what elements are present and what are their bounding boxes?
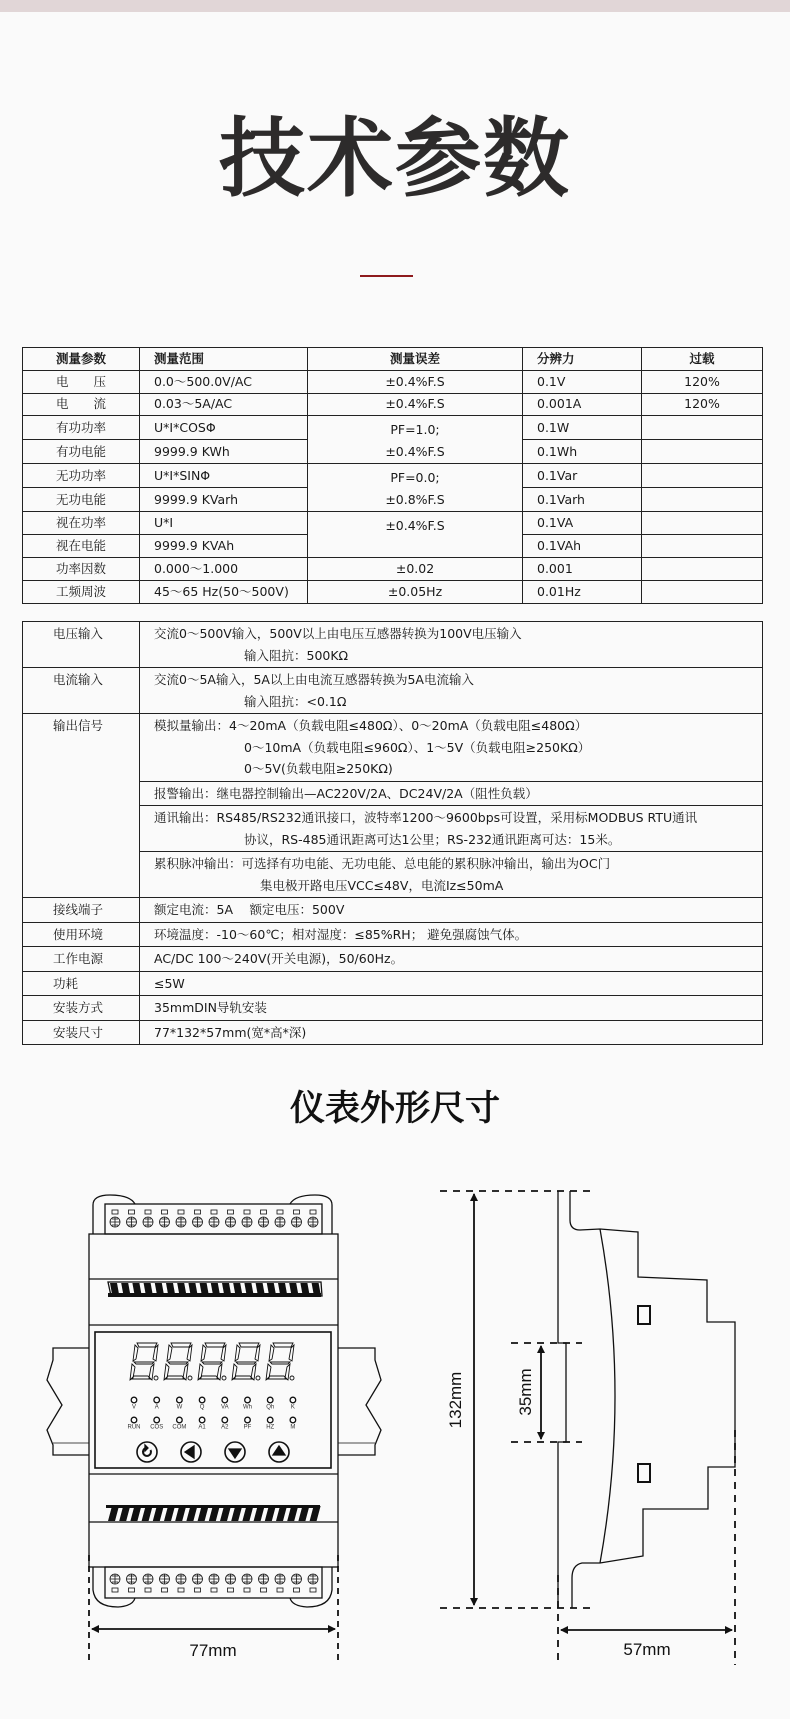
range-cell: 0.0～500.0V/AC xyxy=(140,370,308,393)
decimal-point xyxy=(154,1376,158,1380)
vent-slot xyxy=(130,1506,141,1521)
indicator-led xyxy=(199,1397,205,1403)
dimensions-title: 仪表外形尺寸 xyxy=(289,1089,500,1129)
indicator-led xyxy=(131,1397,137,1403)
error-line: ±0.4%F.S xyxy=(385,444,445,460)
indicator-led xyxy=(222,1417,228,1423)
led-label: A xyxy=(154,1404,159,1411)
io-label: 工作电源 xyxy=(23,947,140,972)
resolution-cell: 0.001 xyxy=(523,557,642,580)
param-cell: 电 压 xyxy=(23,370,140,393)
terminal-tab xyxy=(211,1588,217,1592)
vent-slot xyxy=(276,1506,287,1521)
io-line: 输入阻抗：500KΩ xyxy=(244,647,349,663)
range-cell: 9999.9 KVAh xyxy=(140,535,308,558)
indicator-led xyxy=(154,1417,160,1423)
io-line: 输入阻抗：<0.1Ω xyxy=(244,693,347,709)
terminal-tab xyxy=(162,1588,168,1592)
io-label: 安装尺寸 xyxy=(23,1020,140,1045)
param-cell: 视在功率 xyxy=(23,512,140,535)
range-cell: U*I*SINΦ xyxy=(140,464,308,488)
indicator-led xyxy=(267,1417,273,1423)
terminal-tab xyxy=(294,1210,300,1214)
terminal-tab xyxy=(178,1588,184,1592)
terminal-tab xyxy=(310,1588,316,1592)
range-cell: 0.000～1.000 xyxy=(140,557,308,580)
height-label: 132mm xyxy=(446,1371,465,1429)
column-header: 测量参数 xyxy=(23,348,140,371)
param-cell: 工频周波 xyxy=(23,580,140,603)
terminal-tab xyxy=(228,1588,234,1592)
io-line: 累积脉冲输出：可选择有功电能、无功电能、总电能的累积脉冲输出，输出为OC门 xyxy=(154,856,611,871)
io-line: 77*132*57mm(宽*高*深) xyxy=(154,1024,307,1040)
vent-slot xyxy=(110,1283,119,1294)
error-cell: ±0.02 xyxy=(308,557,523,580)
io-line: 报警输出：继电器控制输出—AC220V/2A、DC24V/2A（阻性负载） xyxy=(154,785,538,801)
range-cell: 0.03～5A/AC xyxy=(140,393,308,416)
digit-segment xyxy=(266,1343,294,1380)
range-cell: U*I*COSΦ xyxy=(140,416,308,440)
digit-segment xyxy=(164,1343,192,1380)
decimal-point xyxy=(222,1376,226,1380)
param-cell: 无功功率 xyxy=(23,464,140,488)
top-ear-right xyxy=(290,1195,332,1234)
indicator-led xyxy=(290,1417,296,1423)
terminal-tab xyxy=(129,1210,135,1214)
decimal-point xyxy=(256,1376,260,1380)
page-title: 技术参数 xyxy=(219,109,571,209)
io-label: 安装方式 xyxy=(23,996,140,1021)
range-cell: 9999.9 KVarh xyxy=(140,488,308,512)
led-label: VA xyxy=(221,1404,229,1411)
indicator-led xyxy=(267,1397,273,1403)
vent-slot xyxy=(153,1506,164,1521)
left-arrow-icon[interactable] xyxy=(181,1442,201,1462)
vent-slot xyxy=(298,1506,309,1521)
indicator-led xyxy=(222,1397,228,1403)
vent-slot xyxy=(155,1283,164,1294)
vent-slot xyxy=(175,1506,186,1521)
column-header: 测量范围 xyxy=(140,348,308,371)
indicator-led xyxy=(177,1397,183,1403)
io-label: 使用环境 xyxy=(23,922,140,947)
bottom-ear-right xyxy=(290,1567,332,1607)
led-label: HZ xyxy=(266,1424,275,1431)
param-cell: 电 流 xyxy=(23,393,140,416)
vent-slot xyxy=(132,1283,141,1294)
io-label: 功耗 xyxy=(23,971,140,996)
vent-slot xyxy=(289,1283,298,1294)
seven-segment-display xyxy=(130,1343,294,1380)
io-label: 接线端子 xyxy=(23,898,140,923)
param-cell: 有功电能 xyxy=(23,440,140,464)
led-label: M xyxy=(290,1424,296,1431)
terminal-tab xyxy=(145,1588,151,1592)
decimal-point xyxy=(290,1376,294,1380)
led-label: A2 xyxy=(221,1424,229,1431)
vent-slot xyxy=(164,1506,175,1521)
terminal-tab xyxy=(129,1588,135,1592)
column-header: 过载 xyxy=(642,348,763,371)
terminal-tab xyxy=(145,1210,151,1214)
vent-slot xyxy=(300,1283,309,1294)
vent-slot xyxy=(244,1283,253,1294)
vent-slot xyxy=(256,1283,265,1294)
led-label: PF xyxy=(243,1424,252,1431)
vent-slot xyxy=(108,1506,119,1521)
led-label: Qh xyxy=(266,1404,275,1411)
resolution-cell: 0.1W xyxy=(523,416,642,440)
io-line: 集电极开路电压VCC≤48V，电流Iz≤50mA xyxy=(260,877,504,893)
digit-segment xyxy=(198,1343,226,1380)
io-line: 交流0～500V输入，500V以上由电压互感器转换为100V电压输入 xyxy=(154,626,522,641)
vent-slot xyxy=(209,1506,220,1521)
vent-slot xyxy=(312,1283,321,1294)
terminal-tab xyxy=(277,1210,283,1214)
digit-segment xyxy=(232,1343,260,1380)
side-profile xyxy=(558,1191,735,1608)
resolution-cell: 0.1Varh xyxy=(523,488,642,512)
resolution-cell: 0.1VA xyxy=(523,512,642,535)
io-line: AC/DC 100～240V(开关电源)，50/60Hz。 xyxy=(154,951,404,966)
vent-slot xyxy=(119,1506,130,1521)
top-ear-left xyxy=(93,1195,135,1234)
terminal-tab xyxy=(244,1210,250,1214)
io-line: 协议，RS-485通讯距离可达1公里；RS-232通讯距离可达：15米。 xyxy=(244,831,621,847)
range-cell: U*I xyxy=(140,512,308,535)
vent-slot xyxy=(198,1506,209,1521)
digit-segment xyxy=(130,1343,158,1380)
led-label: COM xyxy=(172,1424,187,1431)
down-arrow-icon[interactable] xyxy=(225,1442,245,1462)
error-cell: ±0.4%F.S xyxy=(308,370,523,393)
vent-slot xyxy=(166,1283,175,1294)
range-cell: 45～65 Hz(50～500V) xyxy=(140,580,308,603)
overload-cell: 120% xyxy=(642,393,763,416)
range-cell: 9999.9 KWh xyxy=(140,440,308,464)
column-header: 测量误差 xyxy=(308,348,523,371)
io-label: 输出信号 xyxy=(23,714,140,898)
error-cell: ±0.05Hz xyxy=(308,580,523,603)
vent-slot xyxy=(222,1283,231,1294)
vent-slot xyxy=(188,1283,197,1294)
io-line: 交流0～5A输入，5A以上由电流互感器转换为5A电流输入 xyxy=(154,672,474,687)
overload-cell: 120% xyxy=(642,370,763,393)
terminal-tab xyxy=(178,1210,184,1214)
resolution-cell: 0.1V xyxy=(523,370,642,393)
error-line: PF=0.0; xyxy=(390,470,440,486)
vent-slot xyxy=(220,1506,231,1521)
vent-top xyxy=(108,1282,322,1297)
vent-slot xyxy=(267,1283,276,1294)
front-view xyxy=(47,1195,381,1665)
vent-slot xyxy=(177,1283,186,1294)
vent-slot xyxy=(254,1506,265,1521)
terminal-tab xyxy=(261,1210,267,1214)
depth-label: 57mm xyxy=(623,1640,671,1659)
vent-slot xyxy=(310,1506,321,1521)
vent-slot xyxy=(186,1506,197,1521)
side-view xyxy=(440,1191,735,1665)
led-label: W xyxy=(176,1404,183,1411)
param-cell: 无功电能 xyxy=(23,488,140,512)
led-label: V xyxy=(131,1404,137,1411)
bottom-terminal-block xyxy=(105,1567,322,1598)
error-line: PF=1.0; xyxy=(390,422,440,438)
up-arrow-icon[interactable] xyxy=(269,1442,289,1462)
io-line: 0～10mA（负载电阻≤960Ω）、1～5V（负载电阻≥250KΩ） xyxy=(244,739,591,755)
terminal-tab xyxy=(277,1588,283,1592)
led-label: COS xyxy=(150,1424,164,1431)
led-label: K xyxy=(290,1404,295,1411)
din-rail-right xyxy=(338,1348,381,1455)
vent-slot xyxy=(144,1283,153,1294)
vent-slot xyxy=(278,1283,287,1294)
io-line: 0～5V(负载电阻≥250KΩ) xyxy=(244,761,393,776)
terminal-tab xyxy=(112,1588,118,1592)
led-label: A1 xyxy=(198,1424,206,1431)
terminal-tab xyxy=(310,1210,316,1214)
vent-slot xyxy=(242,1506,253,1521)
param-cell: 功率因数 xyxy=(23,557,140,580)
vent-slot xyxy=(211,1283,220,1294)
decimal-point xyxy=(188,1376,192,1380)
rail-label: 35mm xyxy=(516,1368,535,1416)
vent-slot xyxy=(265,1506,276,1521)
terminal-tab xyxy=(294,1588,300,1592)
param-cell: 有功功率 xyxy=(23,416,140,440)
width-label: 77mm xyxy=(189,1641,237,1660)
io-line: 35mmDIN导轨安装 xyxy=(154,1000,267,1015)
indicator-led xyxy=(177,1417,183,1423)
indicator-led xyxy=(199,1417,205,1423)
clip-slot-lower xyxy=(638,1464,650,1482)
io-line: 模拟量输出：4～20mA（负载电阻≤480Ω）、0～20mA（负载电阻≤480Ω） xyxy=(154,718,588,733)
terminal-tab xyxy=(195,1588,201,1592)
error-line: ±0.4%F.S xyxy=(385,518,445,534)
resolution-cell: 0.1VAh xyxy=(523,535,642,558)
io-line: 通讯输出：RS485/RS232通讯接口，波特率1200～9600bps可设置，采用标MODBUS RTU通讯 xyxy=(154,810,698,825)
vent-slot xyxy=(287,1506,298,1521)
vent-bottom xyxy=(106,1505,321,1521)
error-line: ±0.8%F.S xyxy=(385,492,445,508)
io-label: 电压输入 xyxy=(23,622,140,668)
led-label: RUN xyxy=(127,1424,141,1431)
terminal-tab xyxy=(211,1210,217,1214)
led-label: Q xyxy=(199,1404,205,1411)
resolution-cell: 0.1Var xyxy=(523,464,642,488)
indicator-led xyxy=(290,1397,296,1403)
vent-slot xyxy=(121,1283,130,1294)
error-cell: ±0.4%F.S xyxy=(308,393,523,416)
indicator-led xyxy=(245,1417,251,1423)
io-line: 额定电流：5A 额定电压：500V xyxy=(154,902,345,917)
io-label: 电流输入 xyxy=(23,668,140,714)
terminal-tab xyxy=(162,1210,168,1214)
resolution-cell: 0.1Wh xyxy=(523,440,642,464)
bottom-ear-left xyxy=(93,1567,135,1607)
led-label: Wh xyxy=(243,1404,252,1411)
vent-slot xyxy=(231,1506,242,1521)
io-line: 环境温度：-10～60℃；相对湿度：≤85%RH； 避免强腐蚀气体。 xyxy=(154,926,528,942)
indicator-led xyxy=(154,1397,160,1403)
clip-slot-upper xyxy=(638,1306,650,1324)
resolution-cell: 0.01Hz xyxy=(523,580,642,603)
din-rail-left xyxy=(47,1348,89,1455)
terminal-tab xyxy=(244,1588,250,1592)
resolution-cell: 0.001A xyxy=(523,393,642,416)
io-line: ≤5W xyxy=(154,975,185,991)
terminal-tab xyxy=(261,1588,267,1592)
terminal-tab xyxy=(112,1210,118,1214)
indicator-led xyxy=(245,1397,251,1403)
column-header: 分辨力 xyxy=(523,348,642,371)
vent-slot xyxy=(142,1506,153,1521)
terminal-tab xyxy=(228,1210,234,1214)
param-cell: 视在电能 xyxy=(23,535,140,558)
indicator-led xyxy=(131,1417,137,1423)
vent-slot xyxy=(233,1283,242,1294)
vent-slot xyxy=(200,1283,209,1294)
enter-icon[interactable] xyxy=(137,1442,157,1462)
terminal-tab xyxy=(195,1210,201,1214)
